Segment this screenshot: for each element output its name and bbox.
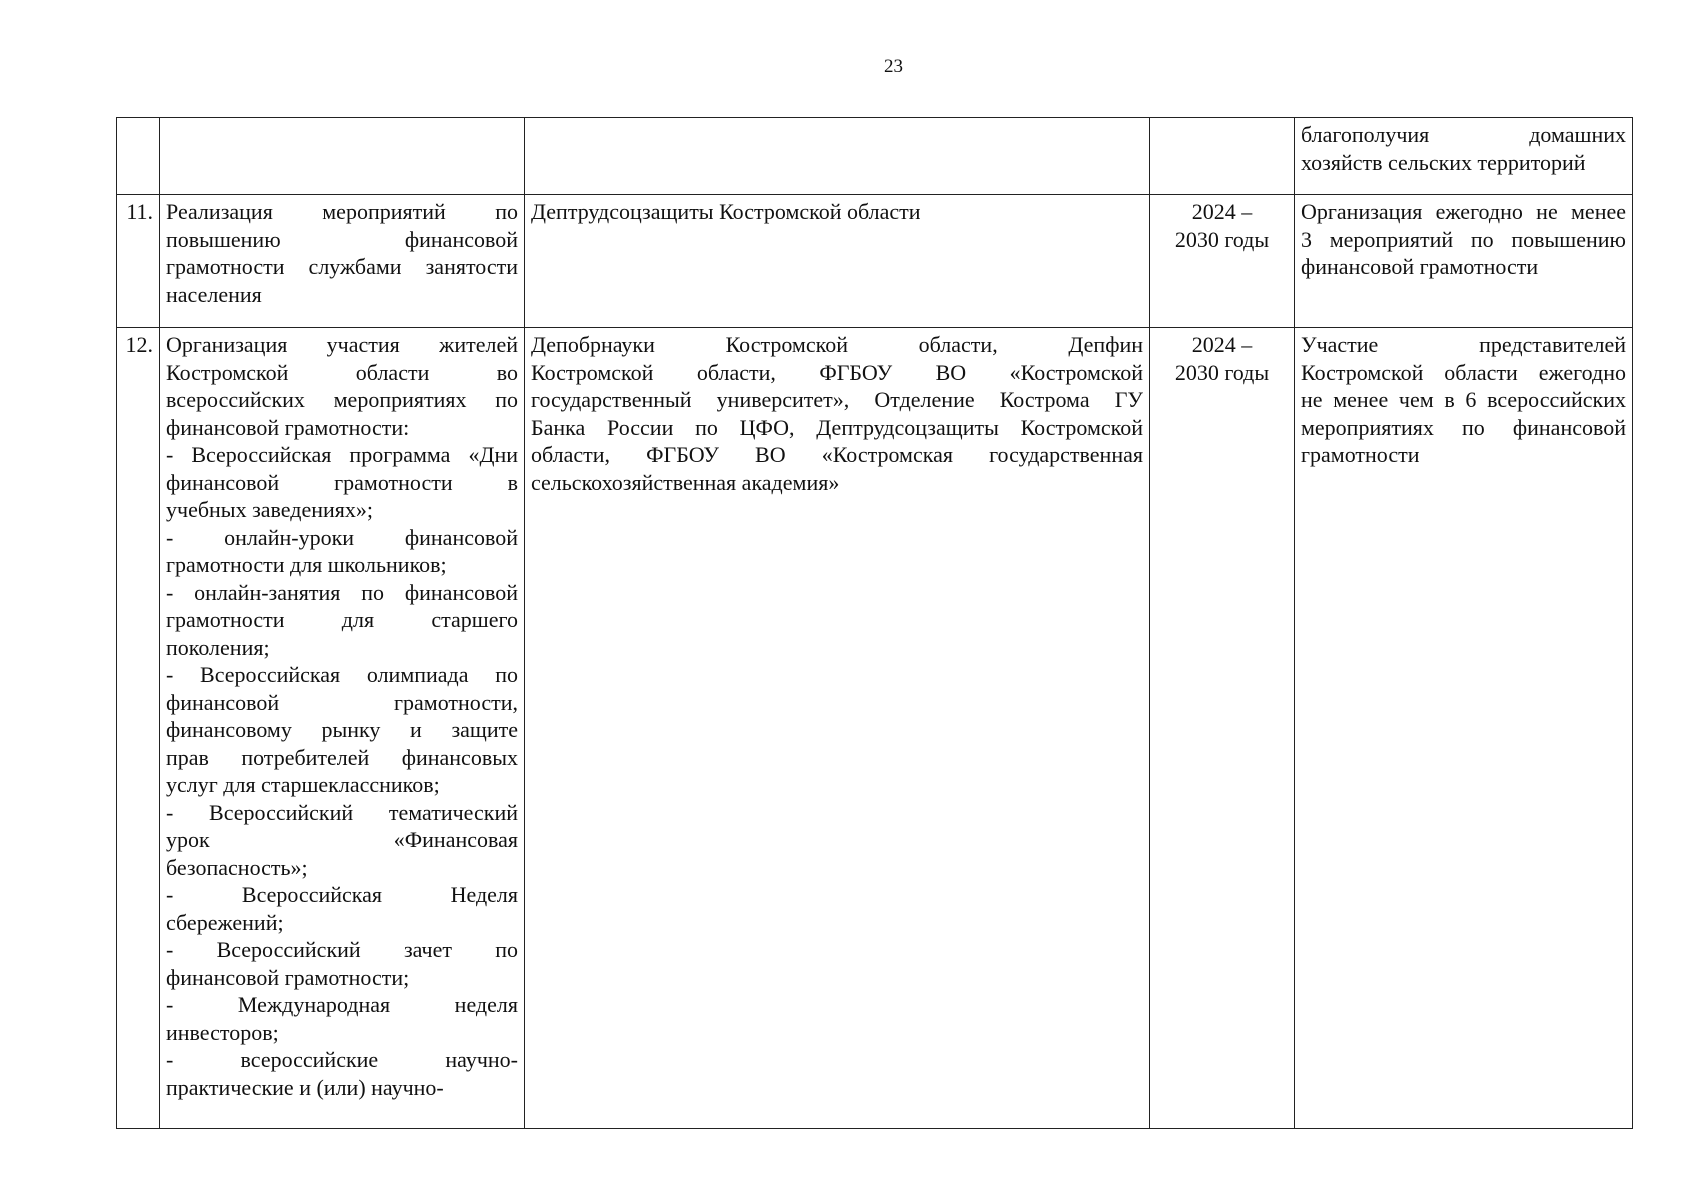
result-cell bbox=[1295, 328, 1633, 1129]
cell-text-line: финансовому рынку и защите bbox=[166, 717, 518, 742]
cell-text-line: финансовой грамотности в bbox=[166, 469, 518, 495]
cell-text-line: финансовой грамотности, bbox=[166, 689, 518, 715]
cell-text-line: поколения; bbox=[166, 634, 270, 660]
cell-text-line: прав потребителей финансовых bbox=[166, 744, 518, 770]
cell-text-line: грамотности для старшего bbox=[166, 607, 518, 632]
cell-text-line: государственный университет», Отделение Кострома ГУ bbox=[531, 387, 1143, 412]
cell-text-line: грамотности для школьников; bbox=[166, 552, 447, 577]
cell-text-line: повышению финансовой bbox=[166, 226, 518, 252]
cell-text-line: - онлайн-уроки финансовой bbox=[166, 524, 518, 550]
cell-text-line: услуг для старшеклассников; bbox=[166, 772, 440, 797]
cell-text-line: сельскохозяйственная академия» bbox=[531, 469, 840, 495]
cell-text-line: Костромской области во bbox=[166, 359, 518, 385]
cell-text-line: населения bbox=[166, 281, 262, 307]
cell-text-line: - Всероссийская олимпиада по bbox=[166, 662, 518, 687]
cell-text-line: - Международная неделя bbox=[166, 992, 518, 1017]
cell-text-line: всероссийских мероприятиях по bbox=[166, 387, 518, 412]
cell-text-line: благополучия домашних bbox=[1301, 122, 1626, 147]
cell-text-line: - Всероссийский тематический bbox=[166, 799, 518, 825]
cell-text-line: 2030 годы bbox=[1174, 226, 1270, 252]
cell-text-line: инвесторов; bbox=[166, 1019, 279, 1045]
cell-text-line: области, ФГБОУ ВО «Костромская государственная bbox=[531, 442, 1143, 467]
cell-text-line: 2024 – bbox=[1191, 332, 1253, 357]
term-cell bbox=[1150, 328, 1295, 1129]
term-cell bbox=[1150, 118, 1295, 195]
row-number-cell bbox=[117, 195, 160, 328]
cell-text-line: безопасность»; bbox=[166, 854, 308, 880]
cell-text-line: 2030 годы bbox=[1174, 359, 1270, 385]
cell-text-line: учебных заведениях»; bbox=[166, 497, 374, 522]
cell-text-line: Костромской области, ФГБОУ ВО «Костромской bbox=[531, 359, 1143, 385]
cell-text-line: Организация участия жителей bbox=[166, 332, 518, 357]
executor-cell bbox=[525, 118, 1150, 195]
cell-text-line: - всероссийские научно- bbox=[166, 1047, 518, 1072]
page-number: 23 bbox=[884, 56, 903, 77]
measure-name-cell bbox=[160, 195, 525, 328]
cell-text-line: хозяйств сельских территорий bbox=[1301, 149, 1586, 175]
cell-text-line: 3 мероприятий по повышению bbox=[1301, 226, 1626, 252]
executor-cell bbox=[525, 195, 1150, 328]
row-number: 12. bbox=[125, 332, 153, 357]
measures-table bbox=[116, 117, 1633, 1129]
cell-text-line: урок «Финансовая bbox=[166, 827, 518, 852]
table-row bbox=[117, 328, 1633, 1129]
cell-text-line: Дептрудсоцзащиты Костромской области bbox=[531, 199, 921, 224]
cell-text-line: практические и (или) научно- bbox=[166, 1074, 444, 1100]
cell-text-line: - Всероссийский зачет по bbox=[166, 937, 518, 962]
cell-text-line: Организация ежегодно не менее bbox=[1301, 199, 1626, 224]
table-row bbox=[117, 195, 1633, 328]
term-cell bbox=[1150, 195, 1295, 328]
cell-text-line: - онлайн-занятия по финансовой bbox=[166, 579, 518, 605]
cell-text-line: сбережений; bbox=[166, 909, 284, 935]
result-cell bbox=[1295, 195, 1633, 328]
row-number: 11. bbox=[126, 199, 153, 224]
cell-text-line: 2024 – bbox=[1191, 199, 1253, 224]
cell-text-line: финансовой грамотности bbox=[1301, 254, 1539, 279]
cell-text-line: Участие представителей bbox=[1301, 332, 1626, 357]
row-number-cell bbox=[117, 328, 160, 1129]
cell-text-line: финансовой грамотности; bbox=[166, 964, 410, 990]
cell-text-line: грамотности службами занятости bbox=[166, 254, 518, 279]
executor-cell bbox=[525, 328, 1150, 1129]
measure-name-cell bbox=[160, 328, 525, 1129]
cell-text-line: не менее чем в 6 всероссийских bbox=[1301, 387, 1626, 412]
cell-text-line: Депобрнауки Костромской области, Депфин bbox=[531, 332, 1143, 357]
cell-text-line: - Всероссийская Неделя bbox=[166, 882, 518, 907]
cell-text-line: Банка России по ЦФО, Дептрудсоцзащиты Костромской bbox=[531, 414, 1143, 440]
measure-name-cell bbox=[160, 118, 525, 195]
cell-text-line: Реализация мероприятий по bbox=[166, 199, 518, 224]
result-cell bbox=[1295, 118, 1633, 195]
table-row bbox=[117, 118, 1633, 195]
cell-text-line: Костромской области ежегодно bbox=[1301, 359, 1626, 385]
row-number-cell bbox=[117, 118, 160, 195]
cell-text-line: мероприятиях по финансовой bbox=[1301, 414, 1626, 440]
cell-text-line: финансовой грамотности: bbox=[166, 414, 410, 440]
cell-text-line: - Всероссийская программа «Дни bbox=[166, 442, 518, 467]
cell-text-line: грамотности bbox=[1301, 442, 1420, 467]
